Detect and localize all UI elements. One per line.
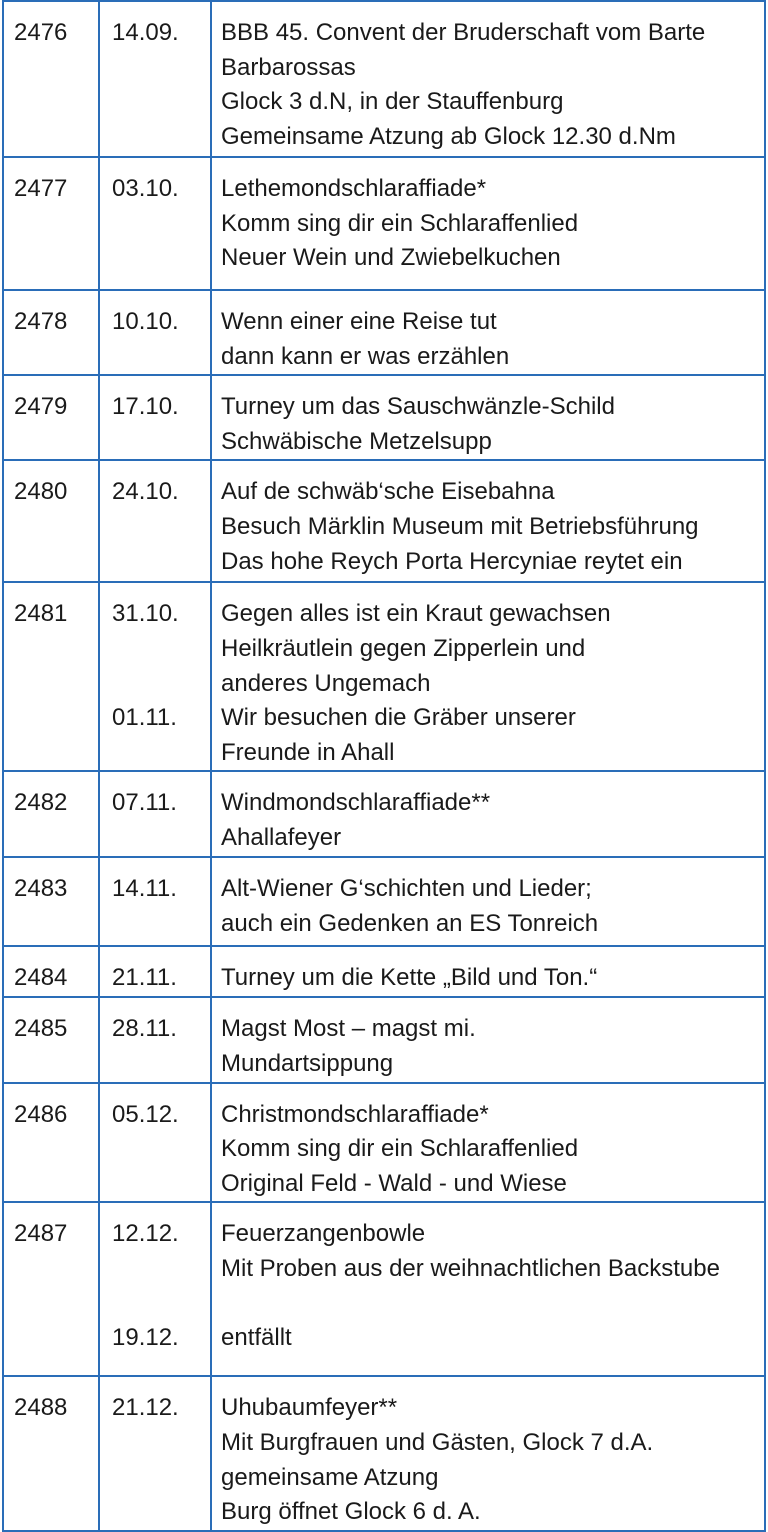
program-line: Turney um die Kette „Bild und Ton.“ xyxy=(221,964,598,992)
program-line: Burg öffnet Glock 6 d. A. xyxy=(221,1498,481,1526)
sitzung-number: 2481 xyxy=(3,582,99,771)
program-line: Ahallafeyer xyxy=(221,823,342,851)
date-line: 31.10. xyxy=(112,600,179,628)
program-line: Komm sing dir ein Schlaraffenlied xyxy=(221,209,579,237)
program-line: Heilkräutlein gegen Zipperlein und xyxy=(221,634,586,662)
date-line xyxy=(112,120,210,155)
date-cell xyxy=(99,946,211,997)
schedule-row xyxy=(3,460,765,582)
sitzung-number: 2483 xyxy=(3,857,99,946)
date-line: 10.10. xyxy=(112,308,179,335)
program-line: BBB 45. Convent der Bruderschaft vom Barte xyxy=(221,19,706,46)
schedule-row xyxy=(3,946,765,997)
date-line: 01.11. xyxy=(112,704,177,732)
date-line xyxy=(112,1167,210,1202)
date-cell xyxy=(99,771,211,857)
program-line: Wir besuchen die Gräber unserer xyxy=(221,704,576,732)
program-line: Glock 3 d.N, in der Stauffenburg xyxy=(221,88,564,116)
program-line: anderes Ungemach xyxy=(221,669,431,697)
date-line xyxy=(112,632,210,667)
date-line xyxy=(112,1132,210,1167)
program-line: Das hohe Reych Porta Hercyniae reytet ein xyxy=(221,547,683,575)
date-line xyxy=(112,1461,210,1496)
program-cell xyxy=(211,946,765,997)
date-line: 21.12. xyxy=(112,1394,179,1422)
program-cell xyxy=(211,997,765,1082)
date-cell xyxy=(99,1202,211,1376)
program-line: Komm sing dir ein Schlaraffenlied xyxy=(221,1135,579,1163)
sitzung-number: 2484 xyxy=(3,946,99,997)
program-line: Turney um das Sauschwänzle-Schild xyxy=(221,393,615,421)
program-cell xyxy=(211,1202,765,1376)
sitzung-number: 2480 xyxy=(3,460,99,582)
date-line: 07.11. xyxy=(112,789,177,817)
date-line xyxy=(112,821,210,856)
program-line: Windmondschlaraffiade** xyxy=(221,789,491,817)
sitzung-number: 2482 xyxy=(3,771,99,857)
date-line: 21.11. xyxy=(112,964,177,992)
date-line xyxy=(112,736,210,771)
sitzung-number: 2488 xyxy=(3,1376,99,1530)
date-line: 24.10. xyxy=(112,478,179,506)
program-cell xyxy=(211,375,765,460)
date-line: 05.12. xyxy=(112,1100,179,1128)
program-line: Lethemondschlaraffiade* xyxy=(221,175,487,202)
date-line: 19.12. xyxy=(112,1324,179,1352)
schedule-row xyxy=(3,290,765,375)
date-cell xyxy=(99,460,211,582)
sitzung-number: 2479 xyxy=(3,375,99,460)
program-line: Gemeinsame Atzung ab Glock 12.30 d.Nm xyxy=(221,122,676,150)
schedule-row xyxy=(3,997,765,1082)
schedule-row xyxy=(3,857,765,946)
date-line: 28.11. xyxy=(112,1015,177,1043)
program-cell xyxy=(211,1376,765,1530)
date-cell xyxy=(99,1376,211,1530)
date-line xyxy=(112,1252,210,1287)
program-line: Mit Proben aus der weihnachtlichen Backstube xyxy=(221,1254,720,1282)
program-cell xyxy=(211,157,765,290)
schedule-row xyxy=(3,771,765,857)
program-line: Feuerzangenbowle xyxy=(221,1220,426,1248)
date-cell xyxy=(99,157,211,290)
program-line: gemeinsame Atzung xyxy=(221,1463,439,1491)
date-line: 17.10. xyxy=(112,393,179,421)
date-line xyxy=(112,510,210,545)
date-line: 03.10. xyxy=(112,175,179,202)
program-line: Alt-Wiener G‘schichten und Lieder; xyxy=(221,875,592,903)
program-line: Mundartsippung xyxy=(221,1049,394,1077)
program-line: Gegen alles ist ein Kraut gewachsen xyxy=(221,600,611,628)
date-line xyxy=(112,1047,210,1082)
program-cell xyxy=(211,290,765,375)
program-line: Magst Most – magst mi. xyxy=(221,1015,476,1043)
program-line: Christmondschlaraffiade* xyxy=(221,1100,489,1128)
date-cell xyxy=(99,1083,211,1203)
date-line xyxy=(112,340,210,375)
sitzung-number: 2486 xyxy=(3,1083,99,1203)
schedule-body xyxy=(3,1,765,1531)
program-cell xyxy=(211,1083,765,1203)
program-line: auch ein Gedenken an ES Tonreich xyxy=(221,909,599,937)
date-cell xyxy=(99,857,211,946)
date-line: 14.11. xyxy=(112,875,177,903)
date-line xyxy=(112,907,210,942)
program-line: dann kann er was erzählen xyxy=(221,342,510,370)
date-line xyxy=(112,241,210,276)
program-cell xyxy=(211,582,765,771)
program-cell xyxy=(211,1,765,157)
date-cell xyxy=(99,375,211,460)
program-line: Uhubaumfeyer** xyxy=(221,1394,398,1422)
date-cell xyxy=(99,582,211,771)
date-line xyxy=(112,545,210,580)
date-line xyxy=(112,425,210,460)
program-cell xyxy=(211,460,765,582)
date-cell xyxy=(99,997,211,1082)
program-line: Original Feld - Wald - und Wiese xyxy=(221,1169,567,1197)
date-line xyxy=(112,85,210,120)
sitzung-number: 2478 xyxy=(3,290,99,375)
date-cell xyxy=(99,1,211,157)
schedule-row xyxy=(3,1,765,157)
program-line: Mit Burgfrauen und Gästen, Glock 7 d.A. xyxy=(221,1428,654,1456)
sitzung-number: 2485 xyxy=(3,997,99,1082)
program-line: Freunde in Ahall xyxy=(221,738,395,766)
date-line xyxy=(112,1287,210,1322)
program-line: Besuch Märklin Museum mit Betriebsführung xyxy=(221,512,699,540)
date-line xyxy=(112,667,210,702)
program-cell xyxy=(211,857,765,946)
program-line xyxy=(221,1287,764,1322)
schedule-row xyxy=(3,375,765,460)
schedule-row xyxy=(3,1202,765,1376)
schedule-row xyxy=(3,157,765,290)
program-line: entfällt xyxy=(221,1324,292,1352)
date-line xyxy=(112,51,210,86)
date-line xyxy=(112,207,210,242)
date-cell xyxy=(99,290,211,375)
schedule-row xyxy=(3,1083,765,1203)
program-line: Wenn einer eine Reise tut xyxy=(221,308,497,335)
date-line xyxy=(112,1426,210,1461)
schedule-table xyxy=(2,0,766,1532)
sitzung-number: 2487 xyxy=(3,1202,99,1376)
program-line: Barbarossas xyxy=(221,53,356,81)
program-line: Auf de schwäb‘sche Eisebahna xyxy=(221,478,555,506)
schedule-row xyxy=(3,1376,765,1530)
date-line xyxy=(112,1495,210,1530)
date-line: 12.12. xyxy=(112,1220,179,1248)
program-line: Neuer Wein und Zwiebelkuchen xyxy=(221,244,561,272)
sitzung-number: 2477 xyxy=(3,157,99,290)
program-line: Schwäbische Metzelsupp xyxy=(221,427,492,455)
date-line: 14.09. xyxy=(112,19,179,46)
schedule-row xyxy=(3,582,765,771)
sitzung-number: 2476 xyxy=(3,1,99,157)
program-cell xyxy=(211,771,765,857)
